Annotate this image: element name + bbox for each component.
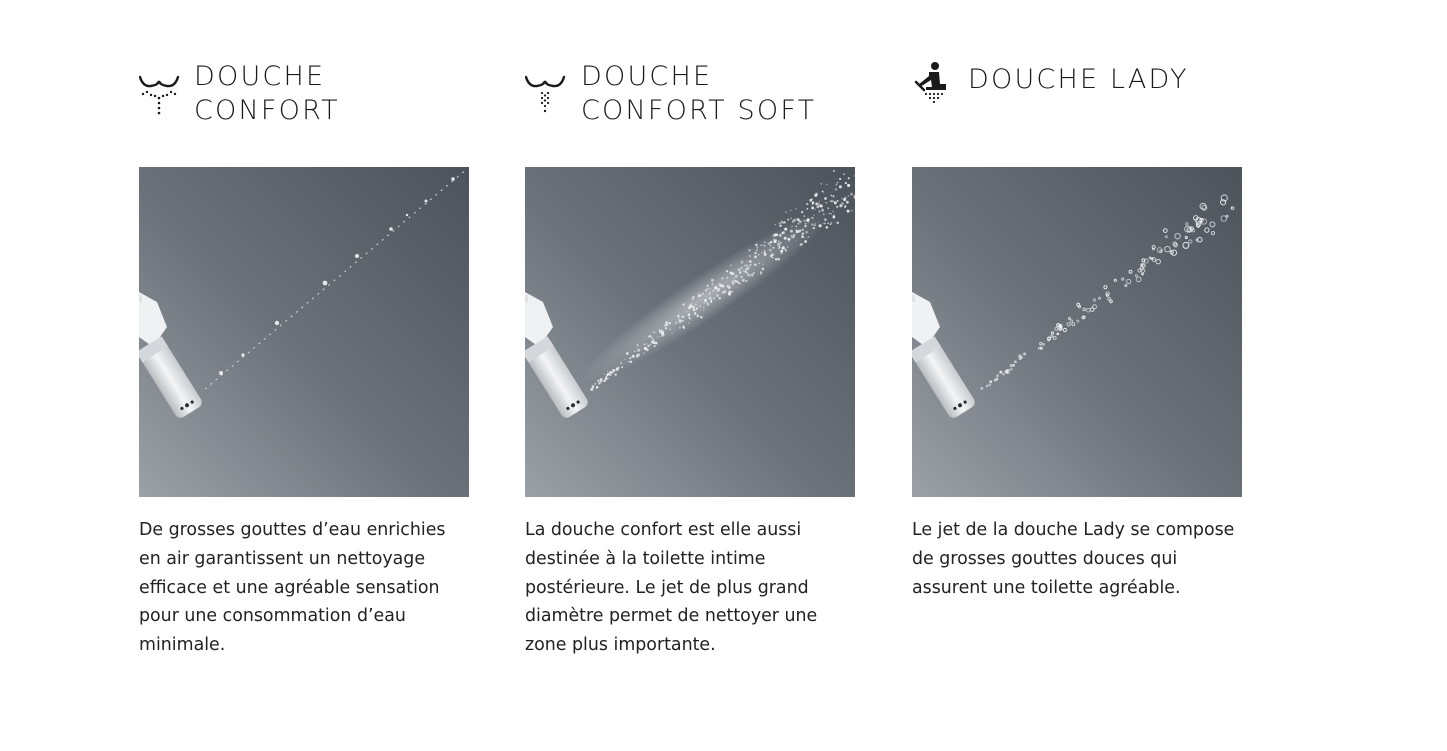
feature-description: La douche confort est elle aussi destinée à la toilette intime postérieure. Le jet de plus grand diamètre permet de nettoyer une zone plus importante. bbox=[525, 520, 818, 656]
feature-title: DOUCHE LADY bbox=[968, 64, 1189, 95]
soft-shower-icon bbox=[525, 60, 569, 120]
comfort-shower-spray-image bbox=[139, 167, 469, 497]
feature-description: De grosses gouttes d’eau enrichies en air garantissent un nettoyage efficace et une agréable sensation pour une consommation d’eau minimale. bbox=[139, 520, 446, 656]
soft-shower-spray-image bbox=[525, 167, 855, 497]
feature-title: DOUCHE CONFORT bbox=[194, 61, 340, 126]
feature-header bbox=[912, 60, 1312, 130]
feature-header bbox=[139, 60, 539, 130]
feature-description: Le jet de la douche Lady se compose de grosses gouttes douces qui assurent une toilette agréable. bbox=[912, 520, 1235, 598]
lady-shower-icon bbox=[912, 60, 956, 120]
comfort-shower-icon bbox=[139, 60, 183, 120]
feature-header bbox=[525, 60, 925, 130]
lady-shower-spray-image bbox=[912, 167, 1242, 497]
feature-title: DOUCHE CONFORT SOFT bbox=[581, 61, 817, 126]
